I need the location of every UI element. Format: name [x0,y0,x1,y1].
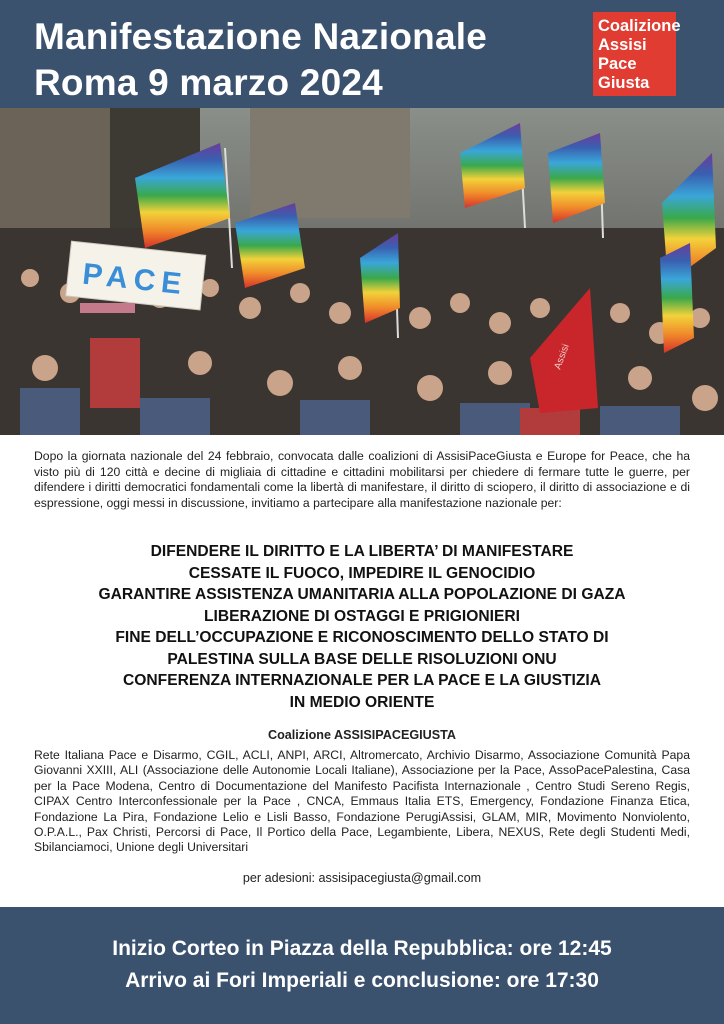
header-banner [0,0,724,108]
logo-line-4: Giusta [598,74,650,92]
page-title [34,14,487,106]
footer-banner [0,907,724,1024]
demand-line: IN MEDIO ORIENTE [289,693,435,711]
demand-line: LIBERAZIONE DI OSTAGGI E PRIGIONIERI [204,607,520,625]
logo-line-2: Assisi [598,36,647,54]
title-line-2: Roma 9 marzo 2024 [34,62,383,103]
coalition-heading: Coalizione ASSISIPACEGIUSTA [268,728,456,742]
crowd-photo-illustration [0,108,724,435]
logo-line-1: Coalizione [598,17,681,35]
crowd-photo [0,108,724,435]
adhesion-contact: per adesioni: assisipacegiusta@gmail.com [242,871,482,885]
pace-sign-text: PACE [80,257,189,302]
start-time-line: Inizio Corteo in Piazza della Repubblica: ore 12:45 [112,937,612,960]
demand-line: GARANTIRE ASSISTENZA UMANITARIA ALLA POPOLAZIONE DI GAZA [98,586,626,603]
end-time-line: Arrivo ai Fori Imperiali e conclusione: ore 17:30 [125,969,599,992]
coalition-logo [593,12,681,96]
demand-line: PALESTINA SULLA BASE DELLE RISOLUZIONI ONU [167,650,557,668]
members-paragraph: Rete Italiana Pace e Disarmo, CGIL, ACLI, ANPI, ARCI, Altromercato, Archivio Disarmo, Associazione Comunità Papa Giovanni XXIII, ALI (Associazione delle Autonomie Locali Italiane), Associazione per la Pace, AssoPacePalestina, Casa per la Pace Modena, Centro di Documentazione del Manifesto Pacifista Internazionale , Centro Studi Sereno Regis, CIPAX Centro Interconfessionale per la Pace , CNCA, Emmaus Italia ETS, Emergency, Fondazione Finanza Etica, Fondazione La Pira, Fondazione Lelio e Lisli Basso, Fondazione PerugiAssisi, GLAM, MIR, Movimento Nonviolento, O.P.A.L., Pax Christi, Percorsi di Pace, Il Portico della Pace, Legambiente, Libera, NEXUS, Rete degli Studenti Medi, Sbilanciamoci, Unione degli Universitari [34,748,690,855]
demand-line: FINE DELL’OCCUPAZIONE E RICONOSCIMENTO DELLO STATO DI [115,629,609,646]
demands-list [20,541,704,713]
demand-line: DIFENDERE IL DIRITTO E LA LIBERTA’ DI MANIFESTARE [150,543,574,560]
flag-text: Assisi [552,342,572,372]
logo-line-3: Pace [598,55,637,73]
demand-line: CONFERENZA INTERNAZIONALE PER LA PACE E LA GIUSTIZIA [123,672,601,689]
title-line-1: Manifestazione Nazionale [34,16,488,57]
demand-line: CESSATE IL FUOCO, IMPEDIRE IL GENOCIDIO [188,564,536,582]
intro-paragraph: Dopo la giornata nazionale del 24 febbraio, convocata dalle coalizioni di AssisiPaceGiusta e Europe for Peace, che ha visto più di 120 città e decine di migliaia di cittadine e cittadini mobilitarsi per chiedere di fermare tutte le guerre, per difendere i diritti democratici fondamentali come la libertà di manifestare, il diritto di sciopero, il diritto di associazione e di espressione, oggi messi in discussione, invitiamo a partecipare alla manifestazione nazionale per: [34,449,690,510]
